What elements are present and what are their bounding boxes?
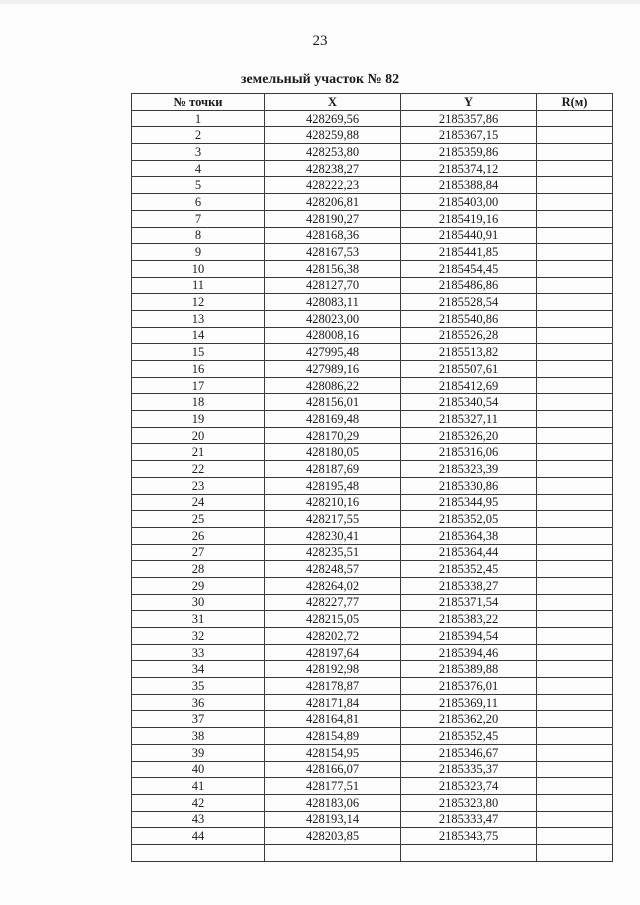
cell-y: 2185403,00 — [401, 194, 537, 211]
cell-y: 2185340,54 — [401, 394, 537, 411]
cell-y: 2185323,39 — [401, 461, 537, 478]
table-empty-row — [132, 844, 613, 861]
table-row — [132, 144, 613, 161]
empty-cell — [401, 844, 537, 861]
cell-radius — [537, 744, 613, 761]
cell-radius — [537, 427, 613, 444]
cell-x: 428164,81 — [265, 711, 401, 728]
cell-x: 428190,27 — [265, 210, 401, 227]
table-row — [132, 544, 613, 561]
table-row — [132, 594, 613, 611]
cell-x: 428156,01 — [265, 394, 401, 411]
cell-radius — [537, 444, 613, 461]
cell-y: 2185344,95 — [401, 494, 537, 511]
page-top-edge — [0, 0, 640, 4]
table-trailing-space — [132, 844, 613, 861]
cell-x: 428195,48 — [265, 477, 401, 494]
cell-x: 428222,23 — [265, 177, 401, 194]
cell-point-number: 28 — [132, 561, 265, 578]
cell-y: 2185394,46 — [401, 644, 537, 661]
table-title: земельный участок № 82 — [240, 72, 400, 87]
cell-y: 2185374,12 — [401, 160, 537, 177]
cell-x: 428008,16 — [265, 327, 401, 344]
cell-radius — [537, 294, 613, 311]
cell-x: 428197,64 — [265, 644, 401, 661]
table-row — [132, 361, 613, 378]
cell-radius — [537, 611, 613, 628]
cell-y: 2185389,88 — [401, 661, 537, 678]
cell-radius — [537, 477, 613, 494]
cell-radius — [537, 494, 613, 511]
cell-y: 2185346,67 — [401, 744, 537, 761]
cell-x: 428167,53 — [265, 244, 401, 261]
cell-y: 2185486,86 — [401, 277, 537, 294]
table-row — [132, 794, 613, 811]
cell-y: 2185323,74 — [401, 778, 537, 795]
cell-y: 2185333,47 — [401, 811, 537, 828]
cell-y: 2185369,11 — [401, 694, 537, 711]
cell-y: 2185330,86 — [401, 477, 537, 494]
table-row — [132, 177, 613, 194]
table-row — [132, 444, 613, 461]
cell-radius — [537, 127, 613, 144]
cell-point-number: 39 — [132, 744, 265, 761]
table-row — [132, 294, 613, 311]
cell-point-number: 41 — [132, 778, 265, 795]
cell-radius — [537, 694, 613, 711]
cell-radius — [537, 110, 613, 127]
cell-x: 428023,00 — [265, 310, 401, 327]
cell-x: 427995,48 — [265, 344, 401, 361]
table-row — [132, 411, 613, 428]
cell-point-number: 16 — [132, 361, 265, 378]
table-row — [132, 127, 613, 144]
table-row — [132, 110, 613, 127]
cell-point-number: 15 — [132, 344, 265, 361]
table-row — [132, 761, 613, 778]
cell-point-number: 32 — [132, 628, 265, 645]
cell-point-number: 22 — [132, 461, 265, 478]
cell-y: 2185326,20 — [401, 427, 537, 444]
empty-cell — [537, 844, 613, 861]
cell-radius — [537, 577, 613, 594]
cell-point-number: 44 — [132, 828, 265, 845]
table-row — [132, 811, 613, 828]
cell-point-number: 43 — [132, 811, 265, 828]
cell-point-number: 10 — [132, 260, 265, 277]
table-row — [132, 661, 613, 678]
table-body — [132, 110, 613, 844]
cell-y: 2185394,54 — [401, 628, 537, 645]
cell-y: 2185362,20 — [401, 711, 537, 728]
cell-point-number: 12 — [132, 294, 265, 311]
cell-x: 428210,16 — [265, 494, 401, 511]
table-row — [132, 644, 613, 661]
cell-radius — [537, 277, 613, 294]
cell-point-number: 7 — [132, 210, 265, 227]
cell-y: 2185507,61 — [401, 361, 537, 378]
cell-y: 2185323,80 — [401, 794, 537, 811]
cell-radius — [537, 177, 613, 194]
cell-point-number: 4 — [132, 160, 265, 177]
cell-point-number: 2 — [132, 127, 265, 144]
table-row — [132, 494, 613, 511]
table-row — [132, 694, 613, 711]
cell-radius — [537, 244, 613, 261]
cell-point-number: 14 — [132, 327, 265, 344]
cell-radius — [537, 644, 613, 661]
cell-point-number: 37 — [132, 711, 265, 728]
table-row — [132, 277, 613, 294]
table-row — [132, 611, 613, 628]
cell-point-number: 13 — [132, 310, 265, 327]
cell-y: 2185335,37 — [401, 761, 537, 778]
cell-point-number: 11 — [132, 277, 265, 294]
cell-x: 428183,06 — [265, 794, 401, 811]
cell-radius — [537, 544, 613, 561]
cell-x: 428227,77 — [265, 594, 401, 611]
cell-point-number: 33 — [132, 644, 265, 661]
empty-cell — [132, 844, 265, 861]
cell-radius — [537, 310, 613, 327]
cell-x: 428217,55 — [265, 511, 401, 528]
cell-y: 2185316,06 — [401, 444, 537, 461]
cell-x: 428235,51 — [265, 544, 401, 561]
cell-y: 2185367,15 — [401, 127, 537, 144]
cell-radius — [537, 828, 613, 845]
cell-radius — [537, 711, 613, 728]
cell-point-number: 19 — [132, 411, 265, 428]
table-row — [132, 744, 613, 761]
cell-radius — [537, 794, 613, 811]
table-row — [132, 227, 613, 244]
cell-x: 428178,87 — [265, 678, 401, 695]
table-row — [132, 778, 613, 795]
cell-x: 428168,36 — [265, 227, 401, 244]
cell-x: 428154,89 — [265, 728, 401, 745]
cell-radius — [537, 461, 613, 478]
table-row — [132, 527, 613, 544]
cell-point-number: 35 — [132, 678, 265, 695]
cell-radius — [537, 210, 613, 227]
cell-x: 428259,88 — [265, 127, 401, 144]
cell-point-number: 29 — [132, 577, 265, 594]
cell-radius — [537, 227, 613, 244]
cell-x: 428180,05 — [265, 444, 401, 461]
cell-x: 428264,02 — [265, 577, 401, 594]
cell-radius — [537, 527, 613, 544]
cell-point-number: 18 — [132, 394, 265, 411]
table-row — [132, 728, 613, 745]
cell-radius — [537, 344, 613, 361]
cell-y: 2185364,38 — [401, 527, 537, 544]
cell-x: 428083,11 — [265, 294, 401, 311]
table-row — [132, 194, 613, 211]
cell-radius — [537, 778, 613, 795]
cell-point-number: 31 — [132, 611, 265, 628]
cell-y: 2185338,27 — [401, 577, 537, 594]
table-row — [132, 828, 613, 845]
header-y: Y — [401, 94, 537, 111]
cell-radius — [537, 377, 613, 394]
table-row — [132, 394, 613, 411]
cell-x: 428202,72 — [265, 628, 401, 645]
cell-radius — [537, 361, 613, 378]
cell-x: 428230,41 — [265, 527, 401, 544]
table-row — [132, 160, 613, 177]
cell-radius — [537, 811, 613, 828]
cell-y: 2185412,69 — [401, 377, 537, 394]
table-row — [132, 327, 613, 344]
cell-point-number: 30 — [132, 594, 265, 611]
cell-point-number: 25 — [132, 511, 265, 528]
table-row — [132, 210, 613, 227]
cell-point-number: 34 — [132, 661, 265, 678]
cell-radius — [537, 761, 613, 778]
table-row — [132, 427, 613, 444]
table-row — [132, 477, 613, 494]
header-radius: R(м) — [537, 94, 613, 111]
cell-x: 428248,57 — [265, 561, 401, 578]
cell-point-number: 24 — [132, 494, 265, 511]
cell-point-number: 36 — [132, 694, 265, 711]
cell-point-number: 23 — [132, 477, 265, 494]
cell-point-number: 3 — [132, 144, 265, 161]
cell-radius — [537, 661, 613, 678]
cell-radius — [537, 327, 613, 344]
cell-y: 2185419,16 — [401, 210, 537, 227]
cell-y: 2185364,44 — [401, 544, 537, 561]
table-row — [132, 561, 613, 578]
cell-x: 427989,16 — [265, 361, 401, 378]
cell-y: 2185383,22 — [401, 611, 537, 628]
page-number: 23 — [312, 33, 328, 49]
table-row — [132, 461, 613, 478]
cell-y: 2185357,86 — [401, 110, 537, 127]
cell-x: 428127,70 — [265, 277, 401, 294]
table-row — [132, 711, 613, 728]
cell-y: 2185376,01 — [401, 678, 537, 695]
cell-x: 428192,98 — [265, 661, 401, 678]
table-row — [132, 344, 613, 361]
cell-y: 2185371,54 — [401, 594, 537, 611]
cell-x: 428215,05 — [265, 611, 401, 628]
cell-radius — [537, 144, 613, 161]
cell-y: 2185352,45 — [401, 561, 537, 578]
cell-radius — [537, 561, 613, 578]
header-x: X — [265, 94, 401, 111]
cell-y: 2185359,86 — [401, 144, 537, 161]
table-row — [132, 377, 613, 394]
cell-y: 2185454,45 — [401, 260, 537, 277]
cell-point-number: 38 — [132, 728, 265, 745]
cell-x: 428238,27 — [265, 160, 401, 177]
cell-y: 2185513,82 — [401, 344, 537, 361]
cell-x: 428169,48 — [265, 411, 401, 428]
cell-point-number: 40 — [132, 761, 265, 778]
cell-radius — [537, 511, 613, 528]
cell-x: 428086,22 — [265, 377, 401, 394]
cell-radius — [537, 628, 613, 645]
cell-point-number: 17 — [132, 377, 265, 394]
cell-point-number: 6 — [132, 194, 265, 211]
cell-x: 428177,51 — [265, 778, 401, 795]
cell-x: 428269,56 — [265, 110, 401, 127]
cell-radius — [537, 411, 613, 428]
cell-y: 2185343,75 — [401, 828, 537, 845]
cell-x: 428253,80 — [265, 144, 401, 161]
table-row — [132, 260, 613, 277]
cell-y: 2185352,05 — [401, 511, 537, 528]
table-row — [132, 310, 613, 327]
cell-x: 428206,81 — [265, 194, 401, 211]
cell-x: 428156,38 — [265, 260, 401, 277]
cell-point-number: 27 — [132, 544, 265, 561]
table-row — [132, 678, 613, 695]
cell-point-number: 9 — [132, 244, 265, 261]
cell-y: 2185528,54 — [401, 294, 537, 311]
cell-radius — [537, 394, 613, 411]
header-point-number: № точки — [132, 94, 265, 111]
cell-point-number: 21 — [132, 444, 265, 461]
cell-x: 428187,69 — [265, 461, 401, 478]
cell-point-number: 42 — [132, 794, 265, 811]
table-row — [132, 244, 613, 261]
table-row — [132, 628, 613, 645]
cell-y: 2185327,11 — [401, 411, 537, 428]
cell-x: 428171,84 — [265, 694, 401, 711]
cell-x: 428193,14 — [265, 811, 401, 828]
table-row — [132, 511, 613, 528]
cell-y: 2185440,91 — [401, 227, 537, 244]
cell-point-number: 5 — [132, 177, 265, 194]
cell-x: 428170,29 — [265, 427, 401, 444]
cell-x: 428166,07 — [265, 761, 401, 778]
cell-y: 2185441,85 — [401, 244, 537, 261]
cell-point-number: 8 — [132, 227, 265, 244]
cell-point-number: 1 — [132, 110, 265, 127]
cell-radius — [537, 260, 613, 277]
empty-cell — [265, 844, 401, 861]
cell-radius — [537, 594, 613, 611]
cell-radius — [537, 160, 613, 177]
table-row — [132, 577, 613, 594]
cell-y: 2185526,28 — [401, 327, 537, 344]
cell-y: 2185352,45 — [401, 728, 537, 745]
cell-radius — [537, 194, 613, 211]
cell-radius — [537, 678, 613, 695]
cell-y: 2185540,86 — [401, 310, 537, 327]
cell-radius — [537, 728, 613, 745]
cell-point-number: 26 — [132, 527, 265, 544]
cell-x: 428154,95 — [265, 744, 401, 761]
coordinates-table — [131, 93, 613, 862]
table-header-row — [132, 94, 613, 111]
cell-y: 2185388,84 — [401, 177, 537, 194]
cell-x: 428203,85 — [265, 828, 401, 845]
cell-point-number: 20 — [132, 427, 265, 444]
